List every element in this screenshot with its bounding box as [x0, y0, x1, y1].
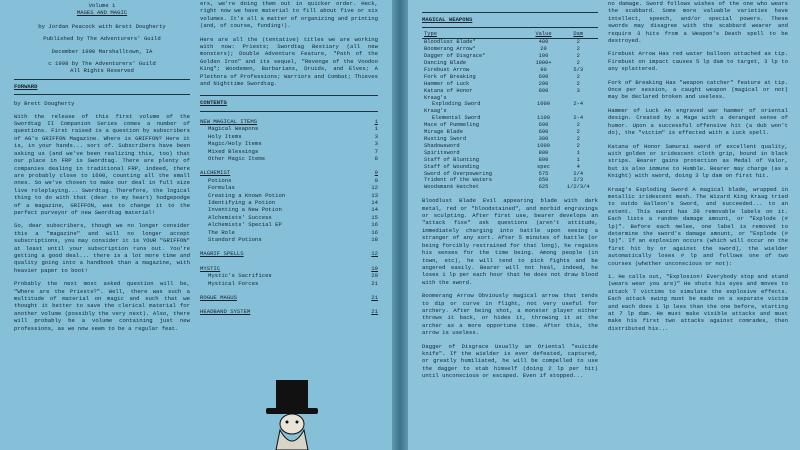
toc-entry — [200, 308, 378, 315]
toc-entry-page: 16 — [371, 221, 378, 229]
weapons-cell-dam: 2 — [576, 122, 580, 129]
wizard-illustration — [262, 380, 322, 450]
weapons-cell-value: 1000 — [537, 142, 550, 149]
column-header: Value — [529, 31, 559, 38]
toc-entry-page: 21 — [371, 294, 378, 301]
weapons-table-row — [422, 88, 598, 95]
weapons-table-row — [422, 164, 598, 171]
weapons-table-row — [422, 95, 598, 102]
toc-entry — [200, 199, 378, 206]
toc-entry-label: Formulas — [208, 184, 235, 192]
weapons-cell-type: Sword of Overpowering — [424, 170, 492, 177]
weapons-cell-dam: 2 — [576, 73, 580, 80]
toc-entry-page: 9 — [374, 176, 378, 184]
toc-entry — [200, 184, 378, 191]
weapons-cell-type: Exploding Sword — [432, 101, 481, 108]
katana-of-honor-description: Katana of Honor Samurai sword of excellent quality, with golden or iridescent cloth grip, bound in black strips. Bearer gains protection as Medal of Valor, but is also immune to Humble. Bearer may charge (as a Knight) with sword, doing 3 lp dam on first hit. — [608, 142, 788, 180]
toc-entry — [200, 192, 378, 199]
firebust-arrow-description: Firebust Arrow Has red water balloon attached as tip. Firebust on impact causes 5 lp dam to target, 3 lp to any splattered. — [608, 50, 788, 73]
toc-entry — [200, 169, 378, 176]
toc-entry-page: 8 — [374, 154, 378, 162]
toc-entry-page: 12 — [371, 184, 378, 192]
toc-spacer — [200, 162, 378, 169]
toc-entry — [200, 221, 378, 228]
weapons-cell-value: 100 — [538, 53, 549, 60]
toc-entry-label: NEW MAGICAL ITEMS — [200, 117, 258, 125]
book-gutter — [392, 0, 408, 450]
weapons-cell-value: 600 — [538, 122, 549, 129]
toc-entry — [200, 250, 378, 257]
toc-entry-page: 19 — [371, 264, 378, 272]
intro-paragraph: ers, we're doing them out in quicker order. Heck, right now we have material to fill about five or six volumes. It's all a matter of organizing and printing (and, of course, funding!). — [200, 0, 378, 30]
weapons-cell-dam: 2 — [576, 60, 580, 67]
divider — [422, 27, 598, 28]
weapons-cell-type: Shadowsword — [424, 142, 460, 149]
contents-title: CONTENTS — [200, 99, 227, 107]
weapons-table-row — [422, 184, 598, 191]
toc-entry — [200, 125, 378, 132]
toc-entry-label: Inventing a New Potion — [208, 206, 282, 214]
toc-entry — [200, 140, 378, 147]
weapons-cell-value: 650 — [538, 177, 549, 184]
weapons-cell-dam: 2-4 — [573, 115, 584, 122]
divider — [14, 94, 190, 95]
weapons-cell-value — [529, 95, 559, 102]
weapons-cell-dam: 5/3 — [573, 66, 584, 73]
weapons-table-row — [422, 53, 598, 60]
toc-entry-page: 3 — [374, 140, 378, 148]
toc-entry-label: Mixed Blessings — [208, 147, 259, 155]
table-of-contents — [200, 118, 378, 316]
toc-entry-label: Standard Potions — [208, 235, 262, 243]
weapons-table-row — [422, 136, 598, 143]
toc-entry-page: 12 — [371, 250, 378, 258]
weapons-table-row — [422, 177, 598, 184]
authors: by Jordan Peacock with Brett Dougherty — [38, 22, 166, 30]
weapons-table-row — [422, 122, 598, 129]
weapons-cell-value: 200 — [538, 80, 549, 87]
toc-entry — [200, 133, 378, 140]
toc-entry-label: ALCHEMIST — [200, 169, 231, 177]
boomerang-arrow-description: Boomerang Arrow Obviously magical arrow that tends to dip or curve in flight, not very useful for archery. After being shot, a monster player either throws it back, or hides it, throwing it at the archer as a more opportune time. After this, the arrow is useless. — [422, 292, 598, 337]
weapons-cell-type: Spiritsword — [424, 149, 460, 156]
weapons-cell-type: Dancing Blade — [424, 60, 467, 67]
weapons-cell-type: Staff of Blunting — [424, 156, 479, 163]
weapons-cell-type: Elemental Sword — [432, 115, 481, 122]
toc-entry-label: MAGRIF SPELLS — [200, 250, 244, 258]
publication-date: December 1990 Marshalltown, IA — [51, 47, 153, 55]
weapons-cell-dam — [558, 108, 598, 115]
weapons-table-row — [422, 150, 598, 157]
foreword-title: FORWARD — [14, 82, 38, 90]
weapons-cell-dam — [558, 95, 598, 102]
weapons-table — [422, 31, 598, 191]
left-column-2 — [200, 0, 378, 316]
weapons-table-row — [422, 46, 598, 53]
left-column — [14, 0, 190, 338]
right-column-2 — [608, 0, 788, 338]
volume-title: MAGES AND MAGIC — [76, 9, 128, 17]
weapons-cell-dam: 2 — [576, 39, 580, 46]
toc-entry-page: 15 — [371, 213, 378, 221]
toc-entry-label: Holy Items — [208, 132, 242, 140]
weapons-cell-value: 1100 — [537, 115, 550, 122]
upcoming-titles-paragraph: Here are all the (tentative) titles we are working with now: Priests; Swordtag Bestiary (all new monsters); Double Adventure Feature, "Path of the Golden Iron" and its sequel, "Revenge of the Voodoo King"; Woodsmen, Barbarians, Druids, and Elves; A Plethora of Professions; Warriors and Combat; Thieves and Nighttime Swordtag. — [200, 35, 378, 88]
weapons-table-header — [422, 31, 598, 38]
toc-entry — [200, 229, 378, 236]
weapons-table-row — [422, 129, 598, 136]
item-description: no damage. Sword follows wishes of the one who wears the scabbard. Some more valuable varieties have intellect, speech, and/or special powers. These swords may disagree with the scabbard wearer and require 3 hits from a Weapon's Death spell to be destroyed. — [608, 0, 788, 45]
weapons-table-row — [422, 67, 598, 74]
toc-entry-label: ROGUE MAGUS — [200, 294, 237, 301]
weapons-table-row — [422, 39, 598, 46]
toc-entry-page: 9 — [374, 169, 378, 177]
weapons-cell-value: spec — [537, 163, 550, 170]
toc-entry — [200, 214, 378, 221]
weapons-title: MAGICAL WEAPONS — [422, 16, 473, 23]
foreword-paragraph: Probably the next most asked question will be, "Where are the Priests?". Well, there was such a multitude of material on magic and such that we thought it better to save the clerical material for another volume (possibly the very next). Also, there will probably be a volume containing just new professions, as we now seem to be a regular feat. — [14, 280, 190, 332]
weapons-cell-dam: 2 — [576, 136, 580, 142]
toc-entry-label: Creating a Known Potion — [208, 191, 286, 199]
weapons-cell-value: 800 — [538, 149, 549, 156]
weapons-cell-type: Firebust Arrow — [424, 66, 470, 73]
weapons-cell-value: 1000 — [537, 101, 550, 108]
weapons-cell-value: 400 — [538, 39, 549, 46]
weapons-cell-value: 300 — [538, 136, 549, 142]
toc-entry-label: Identifying a Potion — [208, 198, 276, 206]
toc-entry-page: 1 — [374, 117, 378, 125]
rights-line: All Rights Reserved — [70, 67, 134, 75]
toc-entry — [200, 265, 378, 272]
weapons-cell-dam: 2 — [576, 53, 580, 60]
toc-entry-label: Magic/Holy Items — [208, 140, 262, 148]
weapons-cell-type: Boomerang Arrow* — [424, 46, 476, 53]
weapons-cell-type: Woodsmanś Hatchet — [424, 184, 479, 191]
foreword-paragraph: So, dear subscribers, though we no longer consider this a "magazine" and will no longer accept subscriptions, you may consider it is YOUR "GRIFFON" at least until your subscription runs out. You're getting a good deal... there is a lot more time and quality going into a handbook than a magazine, with heavier paper to boot! — [14, 222, 190, 274]
toc-entry-page: 1 — [374, 125, 378, 133]
weapons-cell-value: 600 — [538, 129, 549, 136]
column-header: Dam — [558, 31, 598, 38]
toc-entry-page: 3 — [374, 132, 378, 140]
toc-entry-page: 7 — [374, 147, 378, 155]
toc-entry-label: Alchemists' Special EP — [208, 221, 282, 229]
divider — [200, 95, 378, 96]
weapons-cell-type: Hammer of Luck — [424, 80, 470, 87]
weapons-table-row — [422, 171, 598, 178]
weapons-cell-type: Mirage Blade — [424, 129, 463, 136]
exploding-sword-description: Kraag's Exploding Sword A magical blade, wrapped in metallic iridescent mesh. The Wizard King Kraag tried to outdo Galleon's Sword, and succeeded... to an extent. This sword has 20 removable labels on it. Each lists a random damage amount, or "Explode (# lp)". Before each melee, one label is removed to determine the sword's damage amount, or "Explode (# lp)". If an explosion occurs (which will occur on the first hit by or against the sword), the wielder automatically loses # lp and follows one of two courses (whether unconscious or not): — [608, 185, 788, 267]
weapons-cell-dam: 1 — [576, 156, 580, 163]
toc-entry — [200, 148, 378, 155]
toc-entry-label: Magical Weapons — [208, 125, 259, 133]
toc-entry-page: 20 — [371, 272, 378, 280]
weapons-cell-type: Kraag's — [424, 108, 447, 115]
weapons-cell-dam: 3 — [576, 87, 580, 94]
weapons-cell-type: Kraag's — [424, 94, 447, 101]
toc-entry-page: 18 — [371, 235, 378, 243]
weapons-cell-value: 20 — [540, 46, 547, 53]
weapons-cell-dam: 1 — [576, 149, 580, 156]
weapons-table-row — [422, 157, 598, 164]
weapons-table-row — [422, 143, 598, 150]
weapons-cell-dam: 1/2/3/4 — [566, 184, 590, 191]
weapons-table-row — [422, 108, 598, 115]
toc-entry — [200, 155, 378, 162]
weapons-cell-value: 625 — [538, 184, 549, 191]
right-page — [408, 0, 800, 450]
volume-label: Volume 1 — [88, 2, 116, 9]
hammer-of-luck-description: Hammer of Luck An engraved war hammer of oriental design. Created by a Mage with a deranged sense of humor. Upon a successful offensive hit (a dub won't do), the "victim" is effected with a Luck spell. — [608, 106, 788, 137]
divider — [14, 79, 190, 80]
weapons-cell-value: 600 — [538, 73, 549, 80]
toc-entry — [200, 272, 378, 279]
weapons-cell-value: 800 — [538, 87, 549, 94]
toc-spacer — [200, 243, 378, 250]
weapons-cell-value: 800 — [538, 156, 549, 163]
weapons-cell-value: 1000+ — [535, 60, 552, 67]
foreword-paragraph: With the release of this first volume of the Swordtag II Companion Series comes a number of questions. First raised is a question by subscribers of AG's GRIFFON Magazine. Where is GRIFFON? Here it is, in your hands... sort of. Subscribers have been asking us (and we've been realizing this, too) that our place in FRP is Swordtag. There are plenty of companies dealing in traditional FRP, indeed, there are probably close to 1600, counting all the small ones. So we've chosen to make our deal in full size live roleplaying... Swordtag. Therefore, the logical thing to do with that (dear to my heart) hodgepodge of a magazine, GRIFFON, was to change it to the perfect purveyor of new Swordtag material! — [14, 112, 190, 216]
weapons-cell-type: Bloodlust Blade* — [424, 39, 476, 46]
publisher: Published by The Adventurers' Guild — [43, 35, 161, 43]
toc-entry-label: Mystical Forces — [208, 279, 259, 287]
toc-entry-label: Other Magic Items — [208, 154, 266, 162]
weapons-cell-dam: 2/4 — [573, 170, 584, 177]
weapons-cell-type: Fork of Breaking — [424, 73, 476, 80]
weapons-cell-dam: 4 — [576, 163, 580, 170]
weapons-table-row — [422, 74, 598, 81]
copyright-line: c 1998 by The Adventurers' Guild — [48, 60, 156, 68]
toc-entry-page: 16 — [371, 228, 378, 236]
fork-of-breaking-description: Fork of Breaking Has "weapon catcher" feature at tip. Once per session, a caught weapon (magical or not) may be declared broken and useless. — [608, 78, 788, 101]
toc-spacer — [200, 258, 378, 265]
toc-entry-page: 14 — [371, 198, 378, 206]
toc-entry — [200, 280, 378, 287]
weapons-cell-type: Staff of Wounding — [424, 163, 479, 170]
toc-entry-page: 21 — [371, 279, 378, 287]
toc-entry — [200, 294, 378, 301]
toc-spacer — [200, 287, 378, 294]
column-header: Type — [422, 31, 529, 38]
weapons-cell-dam: 2 — [576, 129, 580, 136]
weapons-cell-dam: 2/3 — [573, 177, 584, 184]
toc-entry-label: The Role — [208, 228, 235, 236]
weapons-cell-type: Dagger of Disgrace* — [424, 53, 486, 60]
weapons-cell-type: Rusting Sword — [424, 136, 467, 142]
weapons-table-body — [422, 39, 598, 191]
weapons-cell-type: Trident of the Waters — [424, 177, 492, 184]
toc-spacer — [200, 301, 378, 308]
weapons-cell-dam: 2 — [576, 142, 580, 149]
weapons-cell-type: Mace of Pummeling — [424, 122, 479, 129]
explosion-rule: 1. He calls out, "Explosion! Everybody stop and stand (wears wear you are)" He shuts his eyes and moves to attack 7 victims to simulate the explosive effects. Each attack swing must be made on a separate victim and each does 1 lp less than the one before, starting at 7 lp dam. He must make visible attacks and must make his first two attacks against comrades, then distributed his... — [608, 273, 788, 332]
toc-entry — [200, 118, 378, 125]
weapons-table-row — [422, 101, 598, 108]
bloodlust-blade-description: Bloodlust Blade Evil appearing blade with dark metal, red or "bloodstained", and morbid engravings or sculpting. After first use, bearer develops an "attack fixe" ask questions (aren't attitude, immediately charging into battle upon seeing a stranger of any sort. After 5 minutes of battle (or being forcibly restrained for that long), he regains his senses for the time being. Among people (in town, etc), he will tend to pick fights and be angered easily. Bearer will not heal, indeed, he loses 1 lp per each hour that he does not draw blood with the sword. — [422, 197, 598, 286]
toc-entry — [200, 206, 378, 213]
dagger-of-disgrace-description: Dagger of Disgrace Usually an Oriental "suicide knife". If the wielder is ever defeated, captured, or greatly humiliated, he will be compelled to use the dagger to stab himself (doing 2 lp per hit) until unconscious or escaped. Even if stopped... — [422, 342, 598, 380]
weapons-cell-dam: 2-4 — [573, 101, 584, 108]
toc-entry-page: 13 — [371, 191, 378, 199]
weapons-cell-value: 90 — [540, 66, 547, 73]
toc-entry — [200, 177, 378, 184]
weapons-cell-dam: 2 — [576, 46, 580, 53]
toc-entry-label: HEADBAND SYSTEM — [200, 308, 251, 316]
weapons-cell-type: Katana of Honor — [424, 87, 473, 94]
weapons-table-row — [422, 81, 598, 88]
right-column — [422, 0, 598, 386]
left-page — [0, 0, 392, 450]
weapons-cell-dam: 2 — [576, 80, 580, 87]
divider — [200, 111, 378, 112]
toc-entry-label: Alchemists' Success — [208, 213, 272, 221]
weapons-table-row — [422, 60, 598, 67]
toc-entry-label: MYSTIC — [200, 264, 221, 272]
toc-entry-label: Potions — [208, 176, 232, 184]
weapons-cell-value: 575 — [538, 170, 549, 177]
toc-entry — [200, 236, 378, 243]
foreword-byline: by Brett Dougherty — [14, 100, 75, 108]
toc-entry-label: Mystic's Sacrifices — [208, 272, 272, 280]
weapons-table-row — [422, 115, 598, 122]
toc-entry-page: 14 — [371, 206, 378, 214]
weapons-cell-value — [529, 108, 559, 115]
divider — [422, 12, 598, 13]
toc-entry-page: 21 — [371, 308, 378, 316]
